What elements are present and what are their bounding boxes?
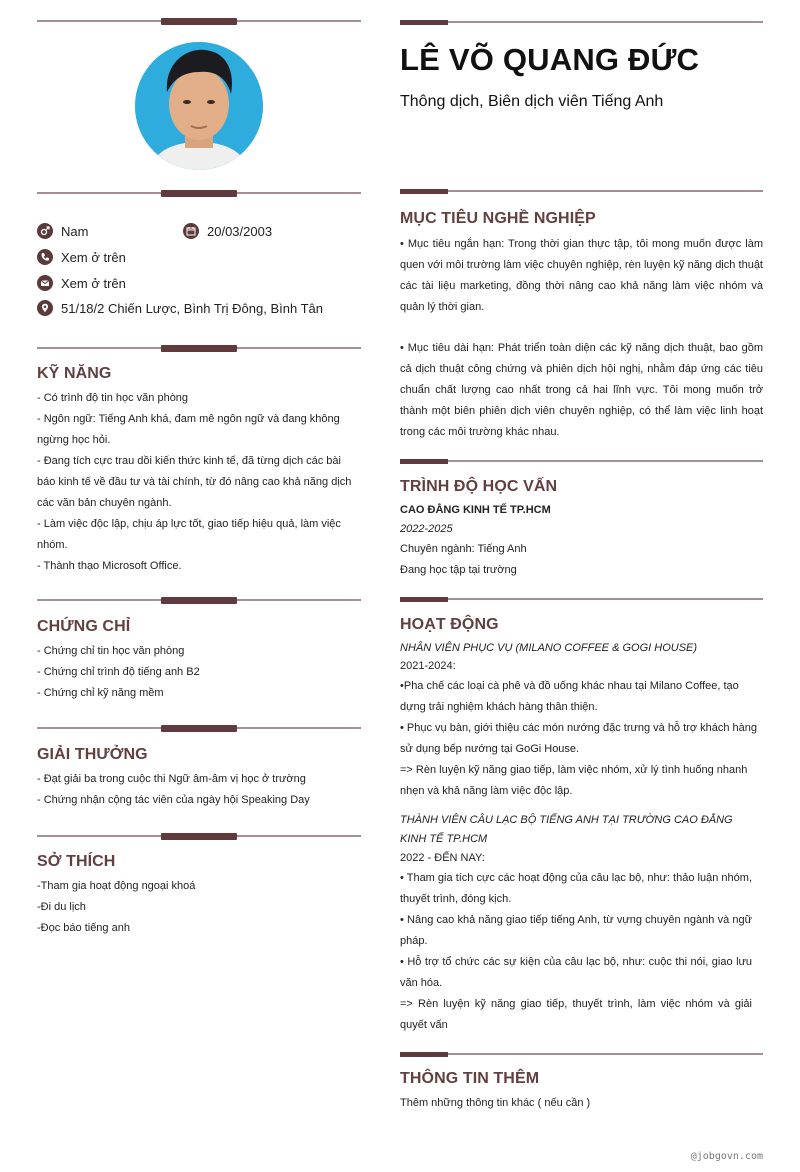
divider xyxy=(37,725,361,732)
hobby-item: -Tham gia hoạt động ngoại khoá xyxy=(37,880,196,892)
skill-item: - Có trình độ tin học văn phòng xyxy=(37,392,189,404)
activity-line: • Hỗ trợ tổ chức các sự kiện của câu lạc bộ, như: cuộc thi nói, giao lưu văn hóa. xyxy=(400,956,752,989)
skills-list xyxy=(37,388,355,577)
divider xyxy=(37,597,361,604)
award-item: - Chứng nhận cộng tác viên của ngày hội Speaking Day xyxy=(37,794,310,806)
phone-icon xyxy=(37,249,53,265)
skills-title: KỸ NĂNG xyxy=(37,365,112,382)
extra-text: Thêm những thông tin khác ( nếu cần ) xyxy=(400,1097,591,1109)
education-period: 2022-2025 xyxy=(400,523,453,535)
contact-gender xyxy=(37,223,88,239)
activity-lines xyxy=(400,676,760,802)
activity-line: • Phục vụ bàn, giới thiệu các món nướng đặc trưng và hỗ trợ khách hàng sử dụng bếp nướng tại GoGi House. xyxy=(400,722,757,755)
birthday-text: 20/03/2003 xyxy=(207,223,273,239)
skill-item: - Thành thạo Microsoft Office. xyxy=(37,560,182,572)
activity-period: 2021-2024: xyxy=(400,660,456,672)
divider xyxy=(37,345,361,352)
activity-role: THÀNH VIÊN CÂU LẠC BỘ TIẾNG ANH TẠI TRƯỜNG CAO ĐẲNG KINH TẾ TP.HCM xyxy=(400,814,733,845)
certificates-list xyxy=(37,641,355,704)
gender-icon xyxy=(37,223,53,239)
certificate-item: - Chứng chỉ trình độ tiếng anh B2 xyxy=(37,666,200,678)
divider xyxy=(400,1052,763,1058)
activity-line: • Tham gia tích cực các hoạt động của câu lạc bộ, như: thảo luận nhóm, thuyết trình, đóng kịch. xyxy=(400,872,752,905)
certificate-item: - Chứng chỉ tin học văn phòng xyxy=(37,645,185,657)
skill-item: - Ngôn ngữ: Tiếng Anh khá, đam mê ngôn ngữ và đang không ngừng học hỏi. xyxy=(37,413,340,446)
certificate-item: - Chứng chỉ kỹ năng mềm xyxy=(37,687,164,699)
awards-title: GIẢI THƯỞNG xyxy=(37,746,148,763)
skill-item: - Làm việc độc lập, chịu áp lực tốt, giao tiếp hiệu quả, làm việc nhóm. xyxy=(37,518,341,551)
hobby-item: -Đọc báo tiếng anh xyxy=(37,922,130,934)
divider xyxy=(37,18,361,25)
calendar-icon xyxy=(183,223,199,239)
avatar xyxy=(135,42,263,170)
contact-email xyxy=(37,275,126,291)
activity-line: => Rèn luyện kỹ năng giao tiếp, thuyết trình, làm việc nhóm và giải quyết vấn xyxy=(400,998,752,1031)
award-item: - Đạt giải ba trong cuộc thi Ngữ âm-âm vị học ở trường xyxy=(37,773,306,785)
divider xyxy=(37,190,361,197)
education-title: TRÌNH ĐỘ HỌC VẤN xyxy=(400,478,558,495)
hobbies-title: SỞ THÍCH xyxy=(37,853,116,870)
activity-period: 2022 - ĐẾN NAY: xyxy=(400,852,485,864)
gender-text: Nam xyxy=(61,223,89,239)
full-name: LÊ VÕ QUANG ĐỨC xyxy=(400,42,700,77)
hobby-item: -Đi du lịch xyxy=(37,901,86,913)
phone-text: Xem ở trên xyxy=(61,249,126,265)
objective-short-term: • Mục tiêu ngắn hạn: Trong thời gian thực tập, tôi mong muốn được làm quen với môi trường làm việc chuyên nghiệp, rèn luyện kỹ năng dịch thuật các tài liệu marketing, đồng thời nâng cao khả năng làm việc nhóm và quản lý thời gian. xyxy=(400,238,763,313)
hobbies-list xyxy=(37,876,355,939)
contact-birthday xyxy=(183,223,272,239)
address-text: 51/18/2 Chiến Lược, Bình Trị Đông, Bình Tân xyxy=(61,300,323,316)
activities-title: HOẠT ĐỘNG xyxy=(400,616,499,633)
extra-title: THÔNG TIN THÊM xyxy=(400,1070,540,1087)
activity-line: •Pha chế các loại cà phê và đồ uống khác nhau tại Milano Coffee, tạo dựng trải nghiệm khách hàng thân thiện. xyxy=(400,680,739,713)
activity-line: • Nâng cao khả năng giao tiếp tiếng Anh, từ vựng chuyên ngành và ngữ pháp. xyxy=(400,914,752,947)
education-major: Chuyên ngành: Tiếng Anh xyxy=(400,543,527,555)
objective-title: MỤC TIÊU NGHỀ NGHIỆP xyxy=(400,210,596,227)
location-pin-icon xyxy=(37,300,53,316)
education-school: CAO ĐẲNG KINH TẾ TP.HCM xyxy=(400,504,551,516)
divider xyxy=(400,20,763,26)
activity-line: => Rèn luyện kỹ năng giao tiếp, làm việc nhóm, xử lý tình huống nhanh nhẹn và khả năng làm việc độc lập. xyxy=(400,764,748,797)
contact-address xyxy=(37,300,323,316)
activity-lines xyxy=(400,868,752,1036)
skill-item: - Đang tích cực trau dồi kiến thức kinh tế, đã từng dịch các bài báo kinh tế về đầu tư và tài chính, từ đó nâng cao khả năng dịch các văn bản chuyên ngành. xyxy=(37,455,352,509)
job-title: Thông dịch, Biên dịch viên Tiếng Anh xyxy=(400,93,664,110)
divider xyxy=(37,833,361,840)
divider xyxy=(400,597,763,603)
objective-long-term: • Mục tiêu dài hạn: Phát triển toàn diện các kỹ năng dịch thuật, bao gồm cả dịch thuật công chứng và phiên dịch hội nghị, nhằm đáp ứng các tiêu chuẩn chất lượng cao nhất trong cả hai lĩnh vực. Tôi mong muốn trở thành một biên phiên dịch viên chuyên nghiệp, có thể làm việc linh hoạt trong các môi trường khác nhau. xyxy=(400,342,763,438)
watermark: @jobgovn.com xyxy=(690,1151,763,1162)
email-icon xyxy=(37,275,53,291)
education-status: Đang học tập tại trường xyxy=(400,564,517,576)
activity-role: NHÂN VIÊN PHỤC VỤ (MILANO COFFEE & GOGI HOUSE) xyxy=(400,642,698,654)
divider xyxy=(400,459,763,465)
email-text: Xem ở trên xyxy=(61,275,126,291)
divider xyxy=(400,189,763,195)
contact-phone xyxy=(37,249,126,265)
certificates-title: CHỨNG CHỈ xyxy=(37,618,131,635)
awards-list xyxy=(37,769,355,811)
